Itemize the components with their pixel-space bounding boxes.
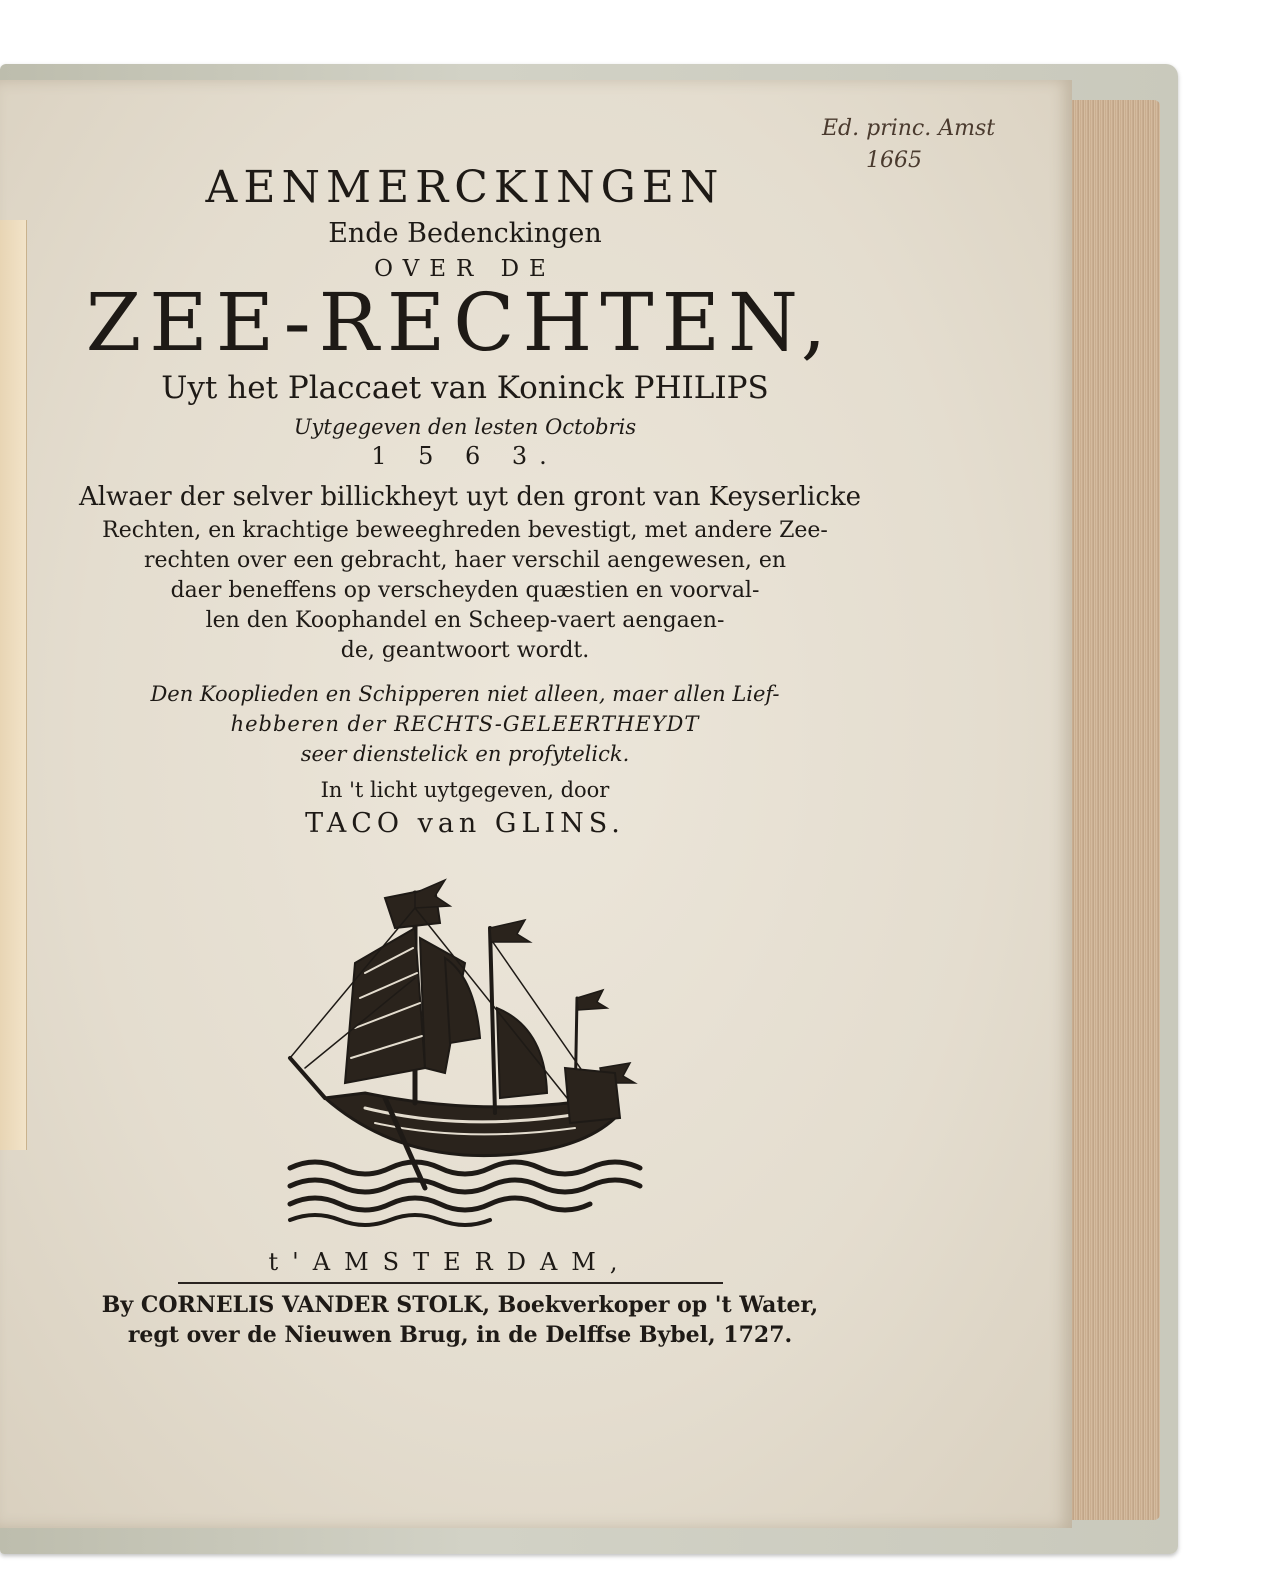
author-name: TACO van GLINS. [305, 808, 625, 839]
ship-woodcut-icon [285, 868, 650, 1233]
body-line-1: Alwaer der selver billickheyt uyt den gront van Keyserlicke [78, 482, 862, 512]
title-uyt-het-placcaet: Uyt het Placcaet van Koninck PHILIPS [161, 370, 769, 406]
handwritten-note-line1: Ed. princ. Amst [822, 116, 996, 141]
imprint-city: t'AMSTERDAM, [268, 1248, 632, 1276]
handwritten-note-line2: 1665 [866, 148, 922, 173]
body-line-3: rechten over een gebracht, haer verschil aengewesen, en [143, 548, 787, 573]
body-line-5: len den Koophandel en Scheep-vaert aengaen- [205, 608, 725, 633]
title-over-de: OVER DE [374, 256, 556, 282]
imprint-line-2: regt over de Nieuwen Brug, in de Delffse Bybel, 1727. [127, 1322, 793, 1348]
title-subtitle: Ende Bedenckingen [328, 218, 602, 249]
imprint-line-1: By CORNELIS VANDER STOLK, Boekverkoper op 't Water, [101, 1292, 819, 1318]
dedication-line-2: hebberen der RECHTS-GELEERTHEYDT [230, 712, 700, 736]
title-zee-rechten: ZEE-RECHTEN, [85, 276, 835, 369]
dedication-line-3: seer dienstelick en profytelick. [300, 742, 630, 766]
body-line-2: Rechten, en krachtige beweeghreden bevestigt, met andere Zee- [102, 518, 828, 543]
body-line-6: de, geantwoort wordt. [340, 638, 590, 663]
title-uytgegeven: Uytgegeven den lesten Octobris [293, 415, 637, 439]
title-year: 1 5 6 3. [371, 442, 559, 470]
title-page [0, 80, 1072, 1528]
title-main: AENMERCKINGEN [205, 162, 725, 213]
imprint-rule [178, 1282, 723, 1284]
dedication-line-1: Den Kooplieden en Schipperen niet alleen, maer allen Lief- [150, 682, 780, 706]
body-line-4: daer beneffens op verscheyden quæstien en voorval- [170, 578, 760, 603]
published-by: In 't licht uytgegeven, door [320, 778, 610, 802]
